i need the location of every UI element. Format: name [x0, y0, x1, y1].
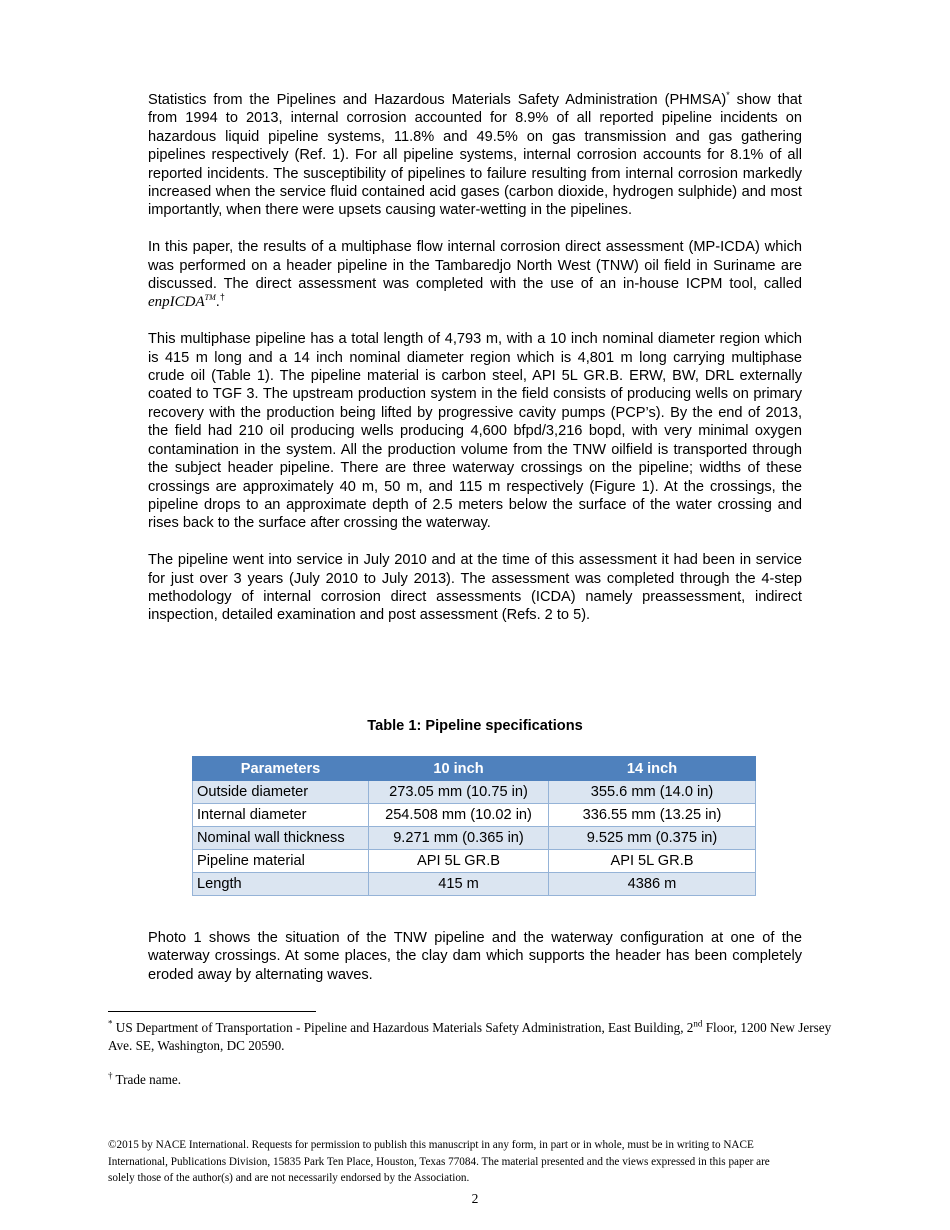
table-header-cell: 10 inch: [369, 757, 549, 781]
table-cell: Nominal wall thickness: [193, 827, 369, 850]
footnote-trade-name: [108, 1071, 850, 1089]
table-cell: 9.525 mm (0.375 in): [549, 827, 756, 850]
table-cell: 415 m: [369, 873, 549, 896]
table-cell: Pipeline material: [193, 850, 369, 873]
table-cell: API 5L GR.B: [369, 850, 549, 873]
page-number: 2: [471, 1191, 479, 1206]
table-header-cell: 14 inch: [549, 757, 756, 781]
table-cell: 336.55 mm (13.25 in): [549, 804, 756, 827]
table-cell: 254.508 mm (10.02 in): [369, 804, 549, 827]
table-cell: Outside diameter: [193, 781, 369, 804]
paragraph-pipeline-description: This multiphase pipeline has a total length of 4,793 m, with a 10 inch nominal diameter region which is 415 m long and a 14 inch nominal diameter region which is 4,801 m long carrying multiphase crude oil (Table 1). The pipeline material is carbon steel, API 5L GR.B. ERW, BW, DRL externally coated to TGF 3. The upstream production system in the field consists of producing wells on primary recovery with the production being lifted by progressive cavity pumps (PCP’s). By the end of 2013, the field had 210 oil producing wells producing 4,600 bfpd/3,216 bopd, with very minimal oxygen contamination in the system. All the production volume from the TNW oilfield is transported through the subject header pipeline. There are three waterway crossings on the pipeline; widths of these crossings are approximately 40 m, 50 m, and 115 m respectively (Figure 1). At the crossings, the pipeline drops to an approximate depth of 2.5 meters below the surface of the water crossing and rises back to the surface after crossing the waterway.: [148, 331, 802, 532]
pipeline-specifications-table: [192, 756, 756, 896]
footnote-marker: *: [726, 90, 730, 101]
table-row: [193, 827, 756, 850]
tool-name: [148, 294, 216, 310]
paragraph-text: .: [215, 294, 220, 311]
table-row: [193, 781, 756, 804]
paragraph-phmsa-statistics: [148, 91, 802, 220]
footnote-text: Trade name.: [112, 1072, 181, 1087]
table-cell: Length: [193, 873, 369, 896]
paragraph-mp-icda: [148, 238, 802, 312]
table-caption: Table 1: Pipeline specifications: [367, 718, 583, 734]
copyright-notice: ©2015 by NACE International. Requests for permission to publish this manuscript in any form, in part or in whole, must be in writing to NACE International, Publications Division, 15835 Park Ten Place, Houston, Texas 77084. The material presented and the views expressed in this paper are solely those of the author(s) and are not necessarily endorsed by the Association.: [108, 1139, 770, 1184]
table-cell: 355.6 mm (14.0 in): [549, 781, 756, 804]
table-row: [193, 873, 756, 896]
table-cell: Internal diameter: [193, 804, 369, 827]
paragraph-service-history: The pipeline went into service in July 2010 and at the time of this assessment it had been in service for just over 3 years (July 2010 to July 2013). The assessment was completed through the 4-step methodology of internal corrosion direct assessments (ICDA) namely preassessment, indirect inspection, detailed examination and post assessment (Refs. 2 to 5).: [148, 552, 802, 624]
footnote-marker: †: [108, 1070, 113, 1081]
footnote-marker: †: [219, 292, 225, 303]
footnote-text: Floor, 1200 New Jersey Ave. SE, Washington, DC 20590.: [108, 1020, 832, 1053]
table-cell: API 5L GR.B: [549, 850, 756, 873]
table-cell: 9.271 mm (0.365 in): [369, 827, 549, 850]
footnote-marker: *: [108, 1018, 113, 1029]
table-cell: 4386 m: [549, 873, 756, 896]
tool-name-text: enpICDA: [148, 294, 205, 311]
paragraph-text: In this paper, the results of a multiphase flow internal corrosion direct assessment (MP-ICDA) which was performed on a header pipeline in the Tambaredjo North West (TNW) oil field in Suriname are discussed. The direct assessment was completed with the use of an in-house ICPM tool, called: [148, 239, 802, 293]
trademark-mark: TM: [204, 293, 216, 303]
paragraph-text: Statistics from the Pipelines and Hazardous Materials Safety Administration (PHMSA): [148, 92, 727, 108]
table-row: [193, 804, 756, 827]
table-row: [193, 850, 756, 873]
ordinal-suffix: nd: [693, 1018, 703, 1029]
table-cell: 273.05 mm (10.75 in): [369, 781, 549, 804]
footnote-divider: [108, 1011, 316, 1012]
footnote-phmsa-address: [108, 1019, 850, 1055]
body-text: [148, 91, 802, 643]
paragraph-text: show that from 1994 to 2013, internal corrosion accounted for 8.9% of all reported pipeline incidents on hazardous liquid pipeline systems, 11.8% and 49.5% on gas transmission and gas gathering pipelines respectively (Ref. 1). For all pipeline systems, internal corrosion accounts for 8.1% of all reported incidents. The susceptibility of pipelines to failure resulting from internal corrosion markedly increased when the service fluid contained acid gases (carbon dioxide, hydrogen sulphide) and most importantly, when there were upsets causing water-wetting in the pipelines.: [148, 92, 802, 219]
body-text-lower: [148, 929, 802, 1003]
paragraph-photo-description: Photo 1 shows the situation of the TNW pipeline and the waterway configuration at one of the waterway crossings. At some places, the clay dam which supports the header has been completely eroded away by alternating waves.: [148, 930, 802, 983]
table-header-row: [193, 757, 756, 781]
footnote-text: US Department of Transportation - Pipeline and Hazardous Materials Safety Administration, East Building, 2: [112, 1020, 694, 1035]
table-header-cell: Parameters: [193, 757, 369, 781]
